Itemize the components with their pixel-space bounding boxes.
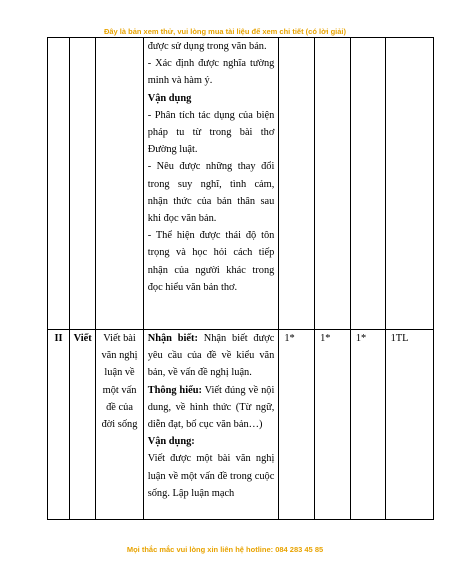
table-row bbox=[48, 330, 434, 520]
requirement-paragraph bbox=[148, 382, 275, 434]
requirement-paragraph bbox=[148, 330, 275, 382]
stt-cell: II bbox=[48, 330, 70, 520]
level-label-thonghieu: Thông hiểu: bbox=[147, 384, 202, 396]
level-label-nhanbiet: Nhận biết: bbox=[147, 333, 198, 344]
skill-cell: Viết bbox=[70, 330, 96, 520]
requirement-cell bbox=[143, 38, 279, 330]
skill-cell bbox=[70, 38, 96, 330]
requirement-paragraph: - Phân tích tác dụng của biện pháp tu từ trong bài thơ Đường luật. bbox=[147, 109, 275, 156]
requirement-text: Viết đúng về nội dung, về hình thức (Từ ngữ, diễn đạt, bố cục văn bản…) bbox=[147, 384, 275, 431]
requirement-paragraph: được sử dụng trong văn bản. bbox=[147, 41, 267, 52]
specification-table bbox=[47, 37, 434, 520]
count-cell: 1* bbox=[315, 330, 351, 520]
count-cell: 1* bbox=[279, 330, 315, 520]
count-cell: 1* bbox=[350, 330, 385, 520]
requirement-paragraph: Viết được một bài văn nghị luận về một vấn đề trong cuộc sống. Lập luận mạch bbox=[147, 453, 275, 499]
requirement-paragraph: - Nêu được những thay đổi trong suy nghĩ, tình cảm, nhận thức của bản thân sau khi đọc văn bản. bbox=[147, 161, 275, 225]
requirement-text: Nhận biết được yêu cầu của đề về kiểu văn bản, về vấn đề nghị luận. bbox=[147, 333, 275, 379]
count-cell bbox=[350, 38, 385, 330]
requirement-cell bbox=[143, 330, 279, 520]
count-cell bbox=[385, 38, 433, 330]
requirement-paragraph: - Xác định được nghĩa tường minh và hàm ý. bbox=[147, 58, 275, 87]
count-cell bbox=[279, 38, 315, 330]
preview-banner: Đây là bản xem thử, vui lòng mua tài liệu để xem chi tiết (có lời giải) bbox=[103, 27, 347, 36]
table-row bbox=[48, 38, 434, 330]
count-cell: 1TL bbox=[385, 330, 433, 520]
requirement-paragraph: - Thể hiện được thái độ tôn trọng và học hỏi cách tiếp nhận của người khác trong đọc hiểu văn bản thơ. bbox=[147, 230, 275, 293]
stt-cell bbox=[48, 38, 70, 330]
level-label-vandung: Vận dụng: bbox=[147, 436, 195, 448]
unit-cell: Viết bài văn nghị luận về một vấn đề của đời sống bbox=[96, 330, 143, 520]
level-label-vandung: Vận dụng bbox=[147, 92, 192, 104]
unit-cell bbox=[96, 38, 143, 330]
hotline-banner: Mọi thắc mắc vui lòng xin liên hệ hotline: 084 283 45 85 bbox=[126, 545, 324, 554]
count-cell bbox=[315, 38, 351, 330]
